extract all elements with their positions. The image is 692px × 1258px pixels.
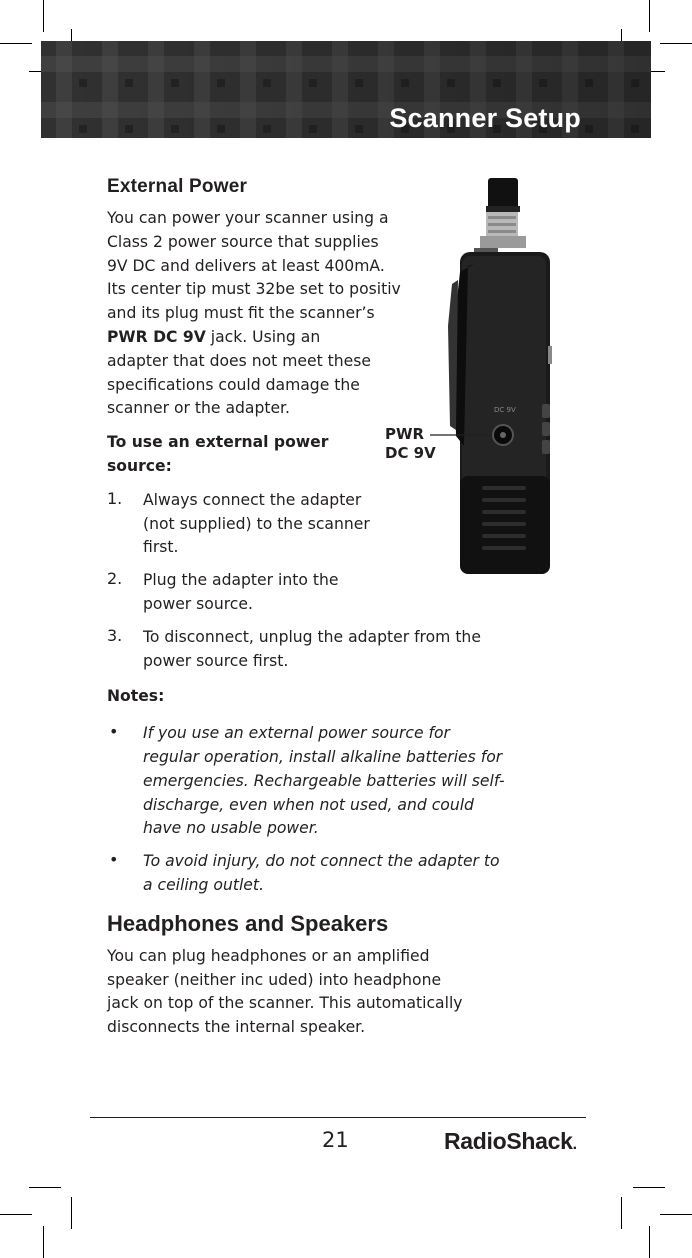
text-line: power source first.	[143, 651, 289, 670]
bullet: •	[109, 850, 119, 870]
text-line: You can plug headphones or an amplified	[107, 946, 430, 965]
text-line: Class 2 power source that supplies	[107, 232, 379, 251]
text-line: specifications could damage the	[107, 375, 360, 394]
headphones-paragraph	[107, 945, 562, 1040]
crop-mark	[633, 1187, 665, 1188]
step-number: 1.	[107, 488, 123, 508]
notes-heading: Notes:	[107, 687, 165, 706]
external-power-heading: External Power	[107, 176, 248, 197]
text-fragment: jack. Using an	[205, 327, 321, 346]
text-line: Plug the adapter into the	[143, 571, 339, 590]
crop-mark	[649, 1226, 650, 1258]
text-line: source:	[107, 456, 172, 475]
text-line	[107, 326, 562, 350]
text-line: scanner or the adapter.	[107, 399, 290, 418]
text-line: power source.	[143, 594, 253, 613]
text-line: To avoid injury, do not connect the adapter to	[143, 852, 500, 871]
procedure-heading	[107, 431, 562, 479]
list-item	[107, 722, 562, 841]
text-line: speaker (neither inc uded) into headphone	[107, 970, 442, 989]
list-item	[107, 489, 562, 560]
text-line: a ceiling outlet.	[143, 875, 264, 894]
pwr-dc-label: PWR DC 9V	[107, 327, 206, 346]
step-number: 3.	[107, 625, 123, 645]
list-item	[107, 626, 562, 674]
text-line: regular operation, install alkaline batteries for	[143, 747, 503, 766]
list-item	[107, 569, 562, 617]
text-line: emergencies. Rechargeable batteries will self-	[143, 771, 505, 790]
list-item	[107, 850, 562, 898]
page-content	[107, 176, 562, 1040]
crop-mark	[43, 0, 44, 32]
text-line: Always connect the adapter	[143, 490, 362, 509]
crop-mark	[649, 0, 650, 32]
crop-mark	[71, 1197, 72, 1229]
text-line: disconnects the internal speaker.	[107, 1018, 366, 1037]
external-power-intro	[107, 207, 562, 421]
text-line: 9V DC and delivers at least 400mA.	[107, 256, 385, 275]
crop-mark	[43, 1226, 44, 1258]
step-number: 2.	[107, 569, 123, 589]
callout-line2: DC 9V	[385, 444, 436, 462]
brand-name: RadioShack	[444, 1128, 573, 1154]
radioshack-logo	[444, 1128, 577, 1155]
crop-mark	[660, 1214, 692, 1215]
text-line: discharge, even when not used, and could	[143, 795, 474, 814]
headphones-heading: Headphones and Speakers	[107, 910, 389, 936]
crop-mark	[0, 43, 32, 44]
brand-dot: .	[572, 1136, 577, 1153]
text-line: (not supplied) to the scanner	[143, 514, 370, 533]
text-line: and its plug must fit the scanner’s	[107, 304, 375, 323]
page-number: 21	[322, 1128, 349, 1152]
text-line: You can power your scanner using a	[107, 209, 389, 227]
header-banner	[41, 41, 651, 138]
text-line: To disconnect, unplug the adapter from the	[143, 627, 481, 646]
text-line: adapter that does not meet these	[107, 351, 371, 370]
footer-divider	[90, 1117, 586, 1118]
page-section-title: Scanner Setup	[389, 103, 581, 133]
callout-line1: PWR	[385, 425, 425, 443]
crop-mark	[29, 1187, 61, 1188]
text-line: Its center tip must 32be set to positiv	[107, 280, 401, 299]
text-line: have no usable power.	[143, 819, 319, 838]
crop-mark	[0, 1214, 32, 1215]
crop-mark	[660, 43, 692, 44]
text-line: To use an external power	[107, 433, 329, 452]
crop-mark	[621, 1197, 622, 1229]
text-line: jack on top of the scanner. This automatically	[107, 994, 463, 1013]
text-line: If you use an external power source for	[143, 724, 450, 743]
text-line: first.	[143, 538, 179, 557]
bullet: •	[109, 722, 119, 742]
svg-text:DC 9V: DC 9V	[494, 406, 516, 414]
